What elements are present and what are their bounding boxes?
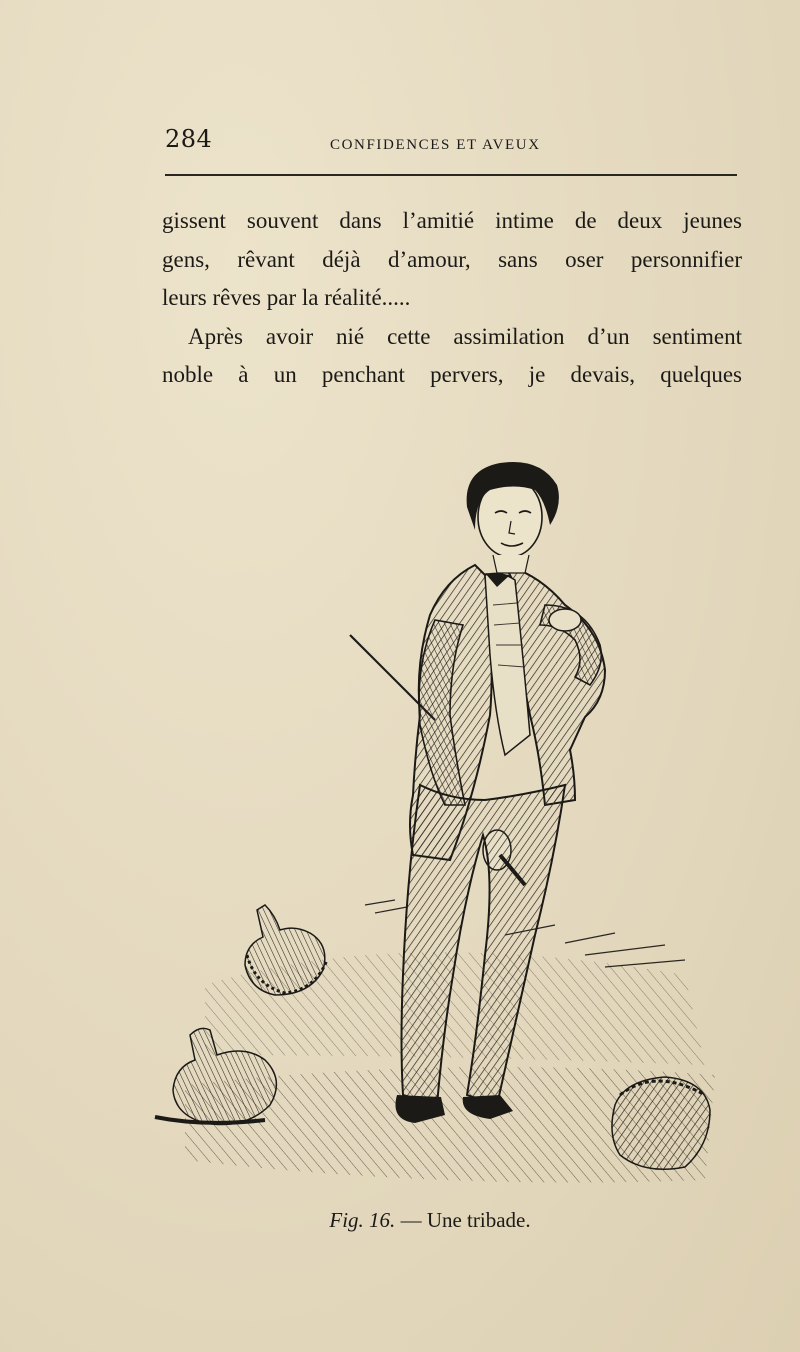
text-line: gissent souvent dans l’amitié intime de deux jeunes (162, 208, 742, 233)
text-line: noble à un penchant pervers, je devais, quelques (162, 362, 742, 387)
figure-label: Fig. 16. (329, 1208, 396, 1232)
discarded-garment (612, 1077, 710, 1169)
text-line: Après avoir nié cette assimilation d’un sentiment (188, 323, 742, 349)
text-line: gens, rêvant déjà d’amour, sans oser personnifier (162, 246, 742, 272)
figure-caption-text: — Une tribade. (400, 1208, 531, 1232)
engraving-illustration (145, 455, 715, 1185)
body-text (162, 202, 742, 395)
page-header (165, 125, 737, 165)
discarded-bonnet (245, 905, 327, 995)
engraving-figure (145, 455, 715, 1185)
header-rule (165, 174, 737, 176)
running-title: CONFIDENCES ET AVEUX (330, 137, 541, 153)
figure-caption (0, 1208, 800, 1233)
page-number: 284 (165, 125, 213, 153)
text-line: leurs rêves par la réalité..... (162, 285, 411, 310)
